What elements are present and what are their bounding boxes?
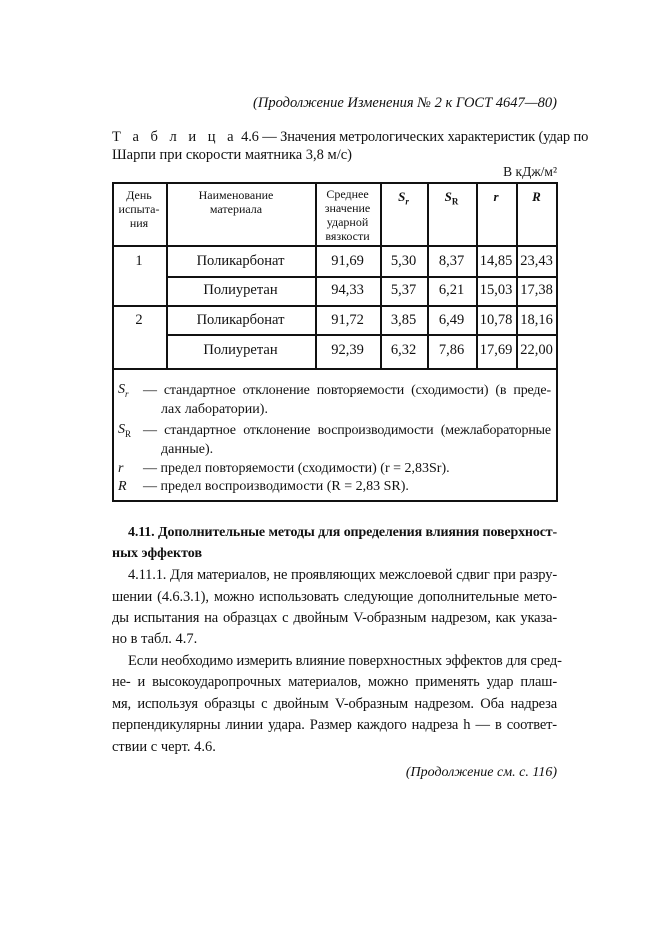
paragraph-line: но в табл. 4.7. xyxy=(112,631,198,647)
paragraph-line: перпендикулярны линии удара. Размер каждого надреза h — в соответ- xyxy=(112,717,557,733)
cell-mean: 91,69 xyxy=(331,253,364,269)
table-caption-text: 4.6 — Значения метрологических характеристик (удар по xyxy=(241,129,589,145)
section-heading-line2: ных эффектов xyxy=(112,546,203,561)
header-sR: $S_R$ xyxy=(444,189,459,207)
table-border xyxy=(112,245,558,247)
note-sr-line2: лах лаборатории). xyxy=(161,402,268,417)
note-R-symbol: R xyxy=(118,479,127,494)
header-material xyxy=(166,188,306,216)
cell-material: Полиуретан xyxy=(203,282,278,298)
header-day xyxy=(112,188,166,230)
table-caption-line1 xyxy=(112,128,589,146)
table-border xyxy=(166,334,558,336)
paragraph-line: шении (4.6.3.1), можно использовать следующие дополнительные мето- xyxy=(112,589,557,605)
note-r-symbol: r xyxy=(118,461,124,476)
table-border xyxy=(112,500,558,502)
header-text: испыта- xyxy=(118,202,160,216)
cell-material: Поликарбонат xyxy=(196,312,285,328)
paragraph-line: не- и высокоударопрочных материалов, можно применять удар плаш- xyxy=(112,674,557,690)
paragraph-line: 4.11.1. Для материалов, не проявляющих межслоевой сдвиг при разру- xyxy=(128,567,557,583)
cell-material: Полиуретан xyxy=(203,342,278,358)
header-text: ния xyxy=(129,216,149,230)
cell-sr: 5,30 xyxy=(390,253,417,269)
cell-r: 15,03 xyxy=(479,282,513,298)
note-R-line: — предел воспроизводимости (R = 2,83 SR). xyxy=(143,479,409,494)
header-mean xyxy=(315,187,380,243)
note-sr-line1: — стандартное отклонение повторяемости (сходимости) (в преде- xyxy=(143,383,551,398)
cell-R: 22,00 xyxy=(520,342,553,358)
header-sr: $S_r$ xyxy=(398,189,409,207)
cell-r: 17,69 xyxy=(479,342,513,358)
header-text: вязкости xyxy=(325,229,370,243)
cell-day: 2 xyxy=(135,312,143,328)
header-r: r xyxy=(493,189,499,204)
note-sR-line2: данные). xyxy=(161,442,214,457)
cell-mean: 92,39 xyxy=(331,342,364,358)
note-sr-symbol: $S_r$ xyxy=(118,382,129,399)
paragraph-line: Если необходимо измерить влияние поверхностных эффектов для сред- xyxy=(128,653,562,669)
note-sR-symbol: $S_R$ xyxy=(118,422,132,439)
table-units: В кДж/м² xyxy=(503,164,557,179)
cell-sR: 6,49 xyxy=(438,312,465,328)
table-border xyxy=(112,182,114,502)
header-text: материала xyxy=(209,202,263,216)
note-r-line: — предел повторяемости (сходимости) (r = 2,83Sr). xyxy=(143,461,450,476)
cell-r: 10,78 xyxy=(479,312,513,328)
table-border xyxy=(166,276,558,278)
cell-sr: 6,32 xyxy=(390,342,417,358)
cell-mean: 94,33 xyxy=(331,282,364,298)
paragraph-line: ды испытания на образцах с двойным V-образным надрезом, как указа- xyxy=(112,610,557,626)
table-border xyxy=(112,305,558,307)
page-footer: (Продолжение см. с. 116) xyxy=(405,765,557,780)
cell-sR: 7,86 xyxy=(438,342,465,358)
cell-R: 23,43 xyxy=(520,253,553,269)
running-header: (Продолжение Изменения № 2 к ГОСТ 4647—80) xyxy=(253,95,557,111)
header-text: Наименование xyxy=(198,188,274,202)
header-text: День xyxy=(126,188,152,202)
cell-sr: 5,37 xyxy=(390,282,417,298)
header-text: ударной xyxy=(326,215,369,229)
table-border xyxy=(112,182,558,184)
table-caption-label: Т а б л и ц а xyxy=(112,129,238,145)
cell-R: 18,16 xyxy=(520,312,553,328)
table-caption-line2: Шарпи при скорости маятника 3,8 м/с) xyxy=(112,147,353,163)
cell-sR: 8,37 xyxy=(438,253,465,269)
cell-r: 14,85 xyxy=(479,253,513,269)
header-text: Среднее xyxy=(326,187,369,201)
cell-sR: 6,21 xyxy=(438,282,465,298)
table-border xyxy=(112,368,558,370)
cell-mean: 91,72 xyxy=(331,312,364,328)
paragraph-line: мя, используя образцы с двойным V-образным надрезом. Оба надреза xyxy=(112,696,557,712)
note-sR-line1: — стандартное отклонение воспроизводимости (межлабораторные xyxy=(143,423,551,438)
header-R: R xyxy=(532,189,541,204)
cell-R: 17,38 xyxy=(520,282,553,298)
section-heading-line1: 4.11. Дополнительные методы для определения влияния поверхност- xyxy=(128,525,557,540)
cell-day: 1 xyxy=(135,253,143,269)
paragraph-line: ствии с черт. 4.6. xyxy=(112,739,216,755)
cell-sr: 3,85 xyxy=(390,312,417,328)
cell-material: Поликарбонат xyxy=(196,253,285,269)
header-text: значение xyxy=(324,201,371,215)
